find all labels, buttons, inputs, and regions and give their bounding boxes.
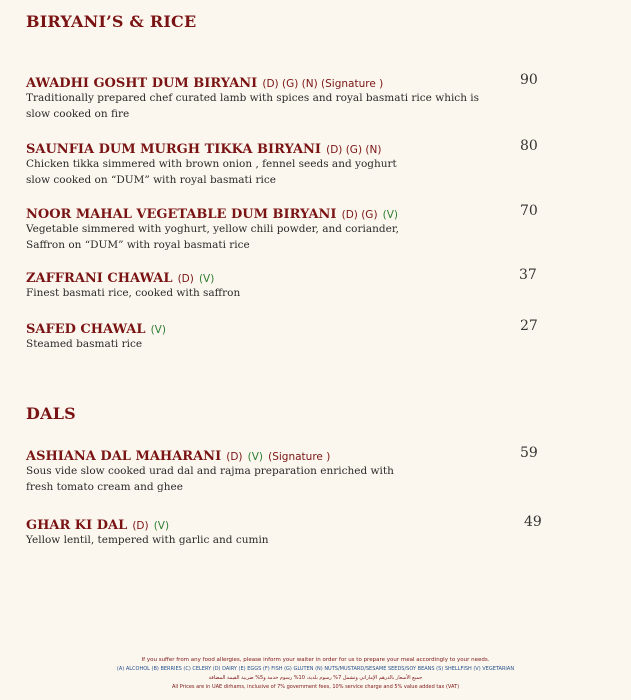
- item-tag-vegetarian: (V): [198, 273, 215, 285]
- item-price: 90: [520, 72, 538, 88]
- item-description: Yellow lentil, tempered with garlic and cumin: [26, 534, 269, 546]
- item-description: Traditionally prepared chef curated lamb with spices and royal basmati rice which is: [26, 92, 480, 104]
- menu-item: [26, 267, 616, 301]
- item-tags: (D) (G) (N) (Signature ): [262, 78, 384, 90]
- item-description-2: Saffron on “DUM” with royal basmati rice: [26, 239, 250, 251]
- item-price: 70: [520, 203, 538, 219]
- item-price: 27: [520, 318, 538, 334]
- item-description-2: fresh tomato cream and ghee: [26, 481, 183, 493]
- item-tags: (D) (G) (N): [326, 144, 382, 156]
- item-description: Chicken tikka simmered with brown onion , fennel seeds and yoghurt: [26, 158, 397, 170]
- menu-item: [26, 138, 616, 188]
- item-description: Finest basmati rice, cooked with saffron: [26, 287, 241, 299]
- item-tags: (D) (G): [341, 209, 378, 221]
- item-tag-vegetarian: (V): [382, 209, 399, 221]
- item-name: SAFED CHAWAL: [26, 322, 146, 337]
- item-description: Sous vide slow cooked urad dal and rajma preparation enriched with: [26, 465, 394, 477]
- item-description-2: slow cooked on fire: [26, 108, 130, 120]
- item-description: Steamed basmati rice: [26, 338, 143, 350]
- item-price: 49: [524, 514, 542, 530]
- item-description-2: slow cooked on “DUM” with royal basmati rice: [26, 174, 276, 186]
- item-tag-vegetarian: (V): [150, 324, 166, 336]
- item-tags: (D): [226, 451, 243, 463]
- item-tag-vegetarian: (V): [247, 451, 264, 463]
- item-name: ZAFFRANI CHAWAL: [26, 271, 173, 286]
- section-title-dals: DALS: [26, 404, 76, 423]
- price-notice: All Prices are in UAE dirhams, inclusive of 7% government fees, 10% service charge and 5% value added tax (VAT): [171, 684, 460, 690]
- menu-item: [26, 72, 616, 122]
- item-tags: (D): [177, 273, 194, 285]
- item-price: 80: [520, 138, 538, 154]
- item-price: 59: [520, 445, 538, 461]
- item-name: ASHIANA DAL MAHARANI: [26, 449, 222, 464]
- allergen-legend: (A) ALCOHOL (B) BERRIES (C) CELERY (D) DAIRY (E) EGGS (F) FISH (G) GLUTEN (N) NUTS/MUSTARD/SESAME SEEDS/SOY BEANS (S) SHELLFISH (V) VEGETARIAN: [116, 666, 515, 672]
- arabic-price-notice: جميع الأسعار بالدرهم الإماراتي وتشمل 7% رسوم بلدية، 10% رسوم خدمة و5% ضريبة القيمة المضافة: [208, 675, 423, 681]
- menu-item: [26, 203, 616, 253]
- decorative-border: [0, 692, 631, 700]
- item-name: NOOR MAHAL VEGETABLE DUM BIRYANI: [26, 207, 337, 222]
- menu-item: [26, 514, 616, 548]
- menu-item: [26, 318, 616, 352]
- item-description: Vegetable simmered with yoghurt, yellow chili powder, and coriander,: [26, 223, 400, 235]
- item-tags: (D): [132, 520, 149, 532]
- allergy-notice: If you suffer from any food allergies, please inform your waiter in order for us to prepare your meal accordingly to your needs.: [141, 657, 490, 663]
- item-name: SAUNFIA DUM MURGH TIKKA BIRYANI: [26, 142, 321, 157]
- item-name: AWADHI GOSHT DUM BIRYANI: [26, 76, 258, 91]
- item-tag-signature: (Signature ): [268, 451, 331, 463]
- item-tag-vegetarian: (V): [153, 520, 170, 532]
- section-title-biryani: BIRYANI’S & RICE: [26, 12, 197, 31]
- item-name: GHAR KI DAL: [26, 518, 128, 533]
- item-price: 37: [519, 267, 537, 283]
- menu-item: [26, 445, 616, 495]
